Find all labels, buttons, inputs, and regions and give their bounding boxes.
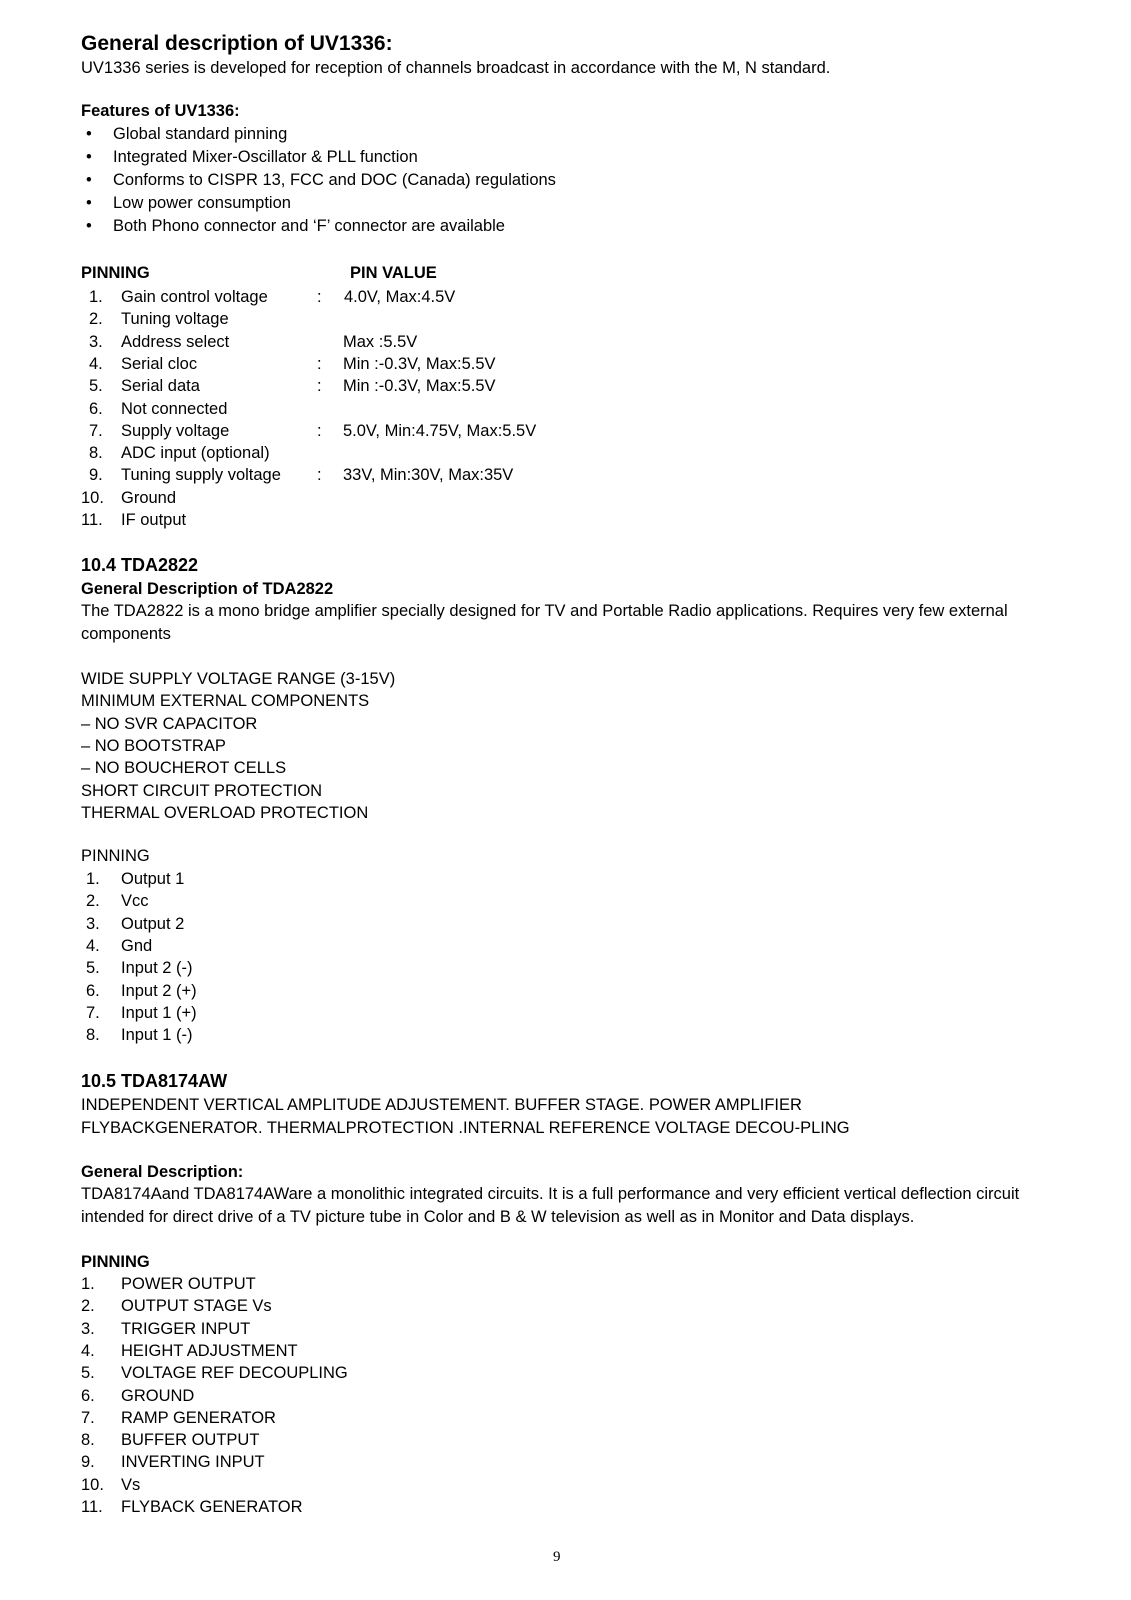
uv1336-pin-name: Address select: [121, 332, 230, 351]
tda8174-pin-number: 5.: [81, 1364, 95, 1383]
tda2822-pin-name: Input 2 (-): [121, 959, 193, 978]
tda8174-pin-number: 4.: [81, 1341, 95, 1360]
tda8174-pin-number: 10.: [81, 1475, 104, 1494]
tda2822-pin-number: 8.: [86, 1026, 100, 1045]
tda8174-summary-line2: FLYBACKGENERATOR. THERMALPROTECTION .INTERNAL REFERENCE VOLTAGE DECOU-PLING: [81, 1119, 850, 1137]
uv1336-pin-name: Tuning voltage: [121, 310, 229, 329]
uv1336-pin-value: Min :-0.3V, Max:5.5V: [343, 354, 496, 373]
uv1336-pin-number: 2.: [89, 310, 103, 329]
uv1336-pin-name: Supply voltage: [121, 421, 230, 440]
uv1336-pin-name: Serial data: [121, 377, 200, 396]
uv1336-pin-separator: :: [317, 466, 322, 485]
uv1336-title: General description of UV1336:: [81, 32, 393, 55]
tda2822-pin-number: 5.: [86, 959, 100, 978]
uv1336-pin-number: 1.: [89, 288, 103, 306]
uv1336-pin-number: 9.: [89, 466, 103, 485]
uv1336-intro: UV1336 series is developed for reception of channels broadcast in accordance with the M, N standard.: [81, 59, 831, 77]
tda8174-pin-number: 9.: [81, 1453, 95, 1472]
tda2822-pinning-header: PINNING: [81, 847, 150, 865]
uv1336-pin-separator: :: [317, 377, 322, 396]
tda2822-title: 10.4 TDA2822: [81, 555, 199, 575]
uv1336-pin-name: IF output: [121, 511, 187, 529]
tda2822-pin-number: 6.: [86, 981, 100, 1000]
tda8174-pin-name: GROUND: [121, 1386, 195, 1405]
tda2822-pin-name: Gnd: [121, 936, 153, 955]
tda2822-feature-item: – NO SVR CAPACITOR: [81, 714, 258, 733]
bullet-icon: •: [86, 171, 92, 189]
bullet-icon: •: [86, 217, 92, 235]
uv1336-feature-item: Global standard pinning: [113, 125, 288, 143]
tda2822-pin-name: Input 1 (-): [121, 1026, 193, 1045]
uv1336-feature-item: Conforms to CISPR 13, FCC and DOC (Canada) regulations: [113, 171, 556, 189]
tda8174-summary-line1: INDEPENDENT VERTICAL AMPLITUDE ADJUSTEMENT. BUFFER STAGE. POWER AMPLIFIER: [81, 1096, 802, 1114]
uv1336-pin-name: Ground: [121, 488, 177, 507]
tda8174-pin-name: Vs: [121, 1475, 141, 1494]
uv1336-pin-name: ADC input (optional): [121, 444, 270, 463]
tda2822-feature-item: MINIMUM EXTERNAL COMPONENTS: [81, 692, 370, 711]
tda2822-description: The TDA2822 is a mono bridge amplifier specially designed for TV and Portable Radio applications. Requires very few external components: [81, 602, 1008, 643]
tda2822-pin-name: Output 1: [121, 870, 185, 888]
uv1336-pin-name: Serial cloc: [121, 354, 198, 373]
uv1336-pin-number: 10.: [81, 488, 104, 507]
tda8174-pin-number: 11.: [81, 1498, 103, 1516]
tda8174-pin-number: 6.: [81, 1386, 95, 1405]
uv1336-pin-number: 5.: [89, 377, 103, 396]
uv1336-pin-value-header: PIN VALUE: [350, 264, 437, 282]
uv1336-feature-item: Integrated Mixer-Oscillator & PLL function: [113, 148, 418, 166]
tda8174-description: TDA8174Aand TDA8174AWare a monolithic integrated circuits. It is a full performance and very efficient vertical deflection circuit intended for direct drive of a TV picture tube in Color and B & W television as well as in Monitor and Data displays.: [81, 1185, 1020, 1226]
uv1336-pin-separator: :: [317, 421, 322, 440]
bullet-icon: •: [86, 148, 92, 166]
tda2822-feature-item: THERMAL OVERLOAD PROTECTION: [81, 803, 369, 822]
uv1336-features-title: Features of UV1336:: [81, 102, 240, 120]
tda8174-pinning-header: PINNING: [81, 1253, 150, 1271]
page-number: 9: [553, 1549, 561, 1565]
tda2822-feature-item: WIDE SUPPLY VOLTAGE RANGE (3-15V): [81, 670, 396, 688]
tda8174-pin-number: 7.: [81, 1408, 95, 1427]
uv1336-pin-separator: :: [317, 354, 322, 373]
tda8174-pin-name: VOLTAGE REF DECOUPLING: [121, 1364, 348, 1383]
uv1336-pin-number: 3.: [89, 332, 103, 351]
tda8174-pin-name: BUFFER OUTPUT: [121, 1431, 260, 1450]
uv1336-pin-value: 5.0V, Min:4.75V, Max:5.5V: [343, 421, 537, 440]
tda2822-pin-name: Input 1 (+): [121, 1003, 197, 1022]
tda8174-pin-number: 2.: [81, 1297, 95, 1316]
bullet-icon: •: [86, 194, 92, 212]
uv1336-feature-item: Low power consumption: [113, 194, 291, 212]
tda2822-subtitle: General Description of TDA2822: [81, 580, 334, 598]
uv1336-pin-number: 4.: [89, 354, 103, 373]
tda2822-pin-name: Vcc: [121, 892, 149, 911]
uv1336-feature-item: Both Phono connector and ‘F’ connector are available: [113, 217, 505, 235]
uv1336-pin-name: Not connected: [121, 399, 228, 418]
tda8174-title: 10.5 TDA8174AW: [81, 1071, 228, 1091]
tda2822-pin-name: Input 2 (+): [121, 981, 197, 1000]
tda8174-pin-name: HEIGHT ADJUSTMENT: [121, 1341, 298, 1360]
uv1336-pin-value: Max :5.5V: [343, 332, 418, 351]
tda2822-feature-item: – NO BOUCHEROT CELLS: [81, 759, 287, 778]
uv1336-pin-number: 6.: [89, 399, 103, 418]
tda8174-pin-number: 8.: [81, 1431, 95, 1450]
uv1336-pin-separator: :: [317, 288, 322, 306]
tda2822-pin-number: 2.: [86, 892, 100, 911]
tda2822-feature-item: SHORT CIRCUIT PROTECTION: [81, 781, 323, 800]
tda2822-pin-name: Output 2: [121, 914, 185, 933]
uv1336-pin-number: 11.: [81, 511, 103, 529]
tda8174-subtitle: General Description:: [81, 1163, 244, 1181]
tda8174-pin-number: 1.: [81, 1275, 95, 1293]
tda2822-feature-item: – NO BOOTSTRAP: [81, 736, 226, 755]
uv1336-pin-number: 8.: [89, 444, 103, 463]
tda2822-pin-number: 3.: [86, 914, 100, 933]
tda8174-pin-name: RAMP GENERATOR: [121, 1408, 276, 1427]
uv1336-pin-value: 33V, Min:30V, Max:35V: [343, 466, 514, 485]
uv1336-pinning-header: PINNING: [81, 264, 150, 282]
tda8174-pin-number: 3.: [81, 1319, 95, 1338]
tda8174-pin-name: OUTPUT STAGE Vs: [121, 1297, 272, 1316]
uv1336-pin-value: 4.0V, Max:4.5V: [344, 288, 456, 306]
tda2822-pin-number: 1.: [86, 870, 100, 888]
tda2822-pin-number: 4.: [86, 936, 100, 955]
uv1336-pin-value: Min :-0.3V, Max:5.5V: [343, 377, 496, 396]
uv1336-pin-number: 7.: [89, 421, 103, 440]
tda8174-pin-name: INVERTING INPUT: [121, 1453, 265, 1472]
tda2822-pin-number: 7.: [86, 1003, 100, 1022]
tda8174-pin-name: TRIGGER INPUT: [121, 1319, 251, 1338]
uv1336-pin-name: Gain control voltage: [121, 288, 268, 306]
tda8174-pin-name: FLYBACK GENERATOR: [121, 1498, 303, 1516]
uv1336-pin-name: Tuning supply voltage: [121, 466, 281, 485]
bullet-icon: •: [86, 125, 92, 143]
tda8174-pin-name: POWER OUTPUT: [121, 1275, 256, 1293]
